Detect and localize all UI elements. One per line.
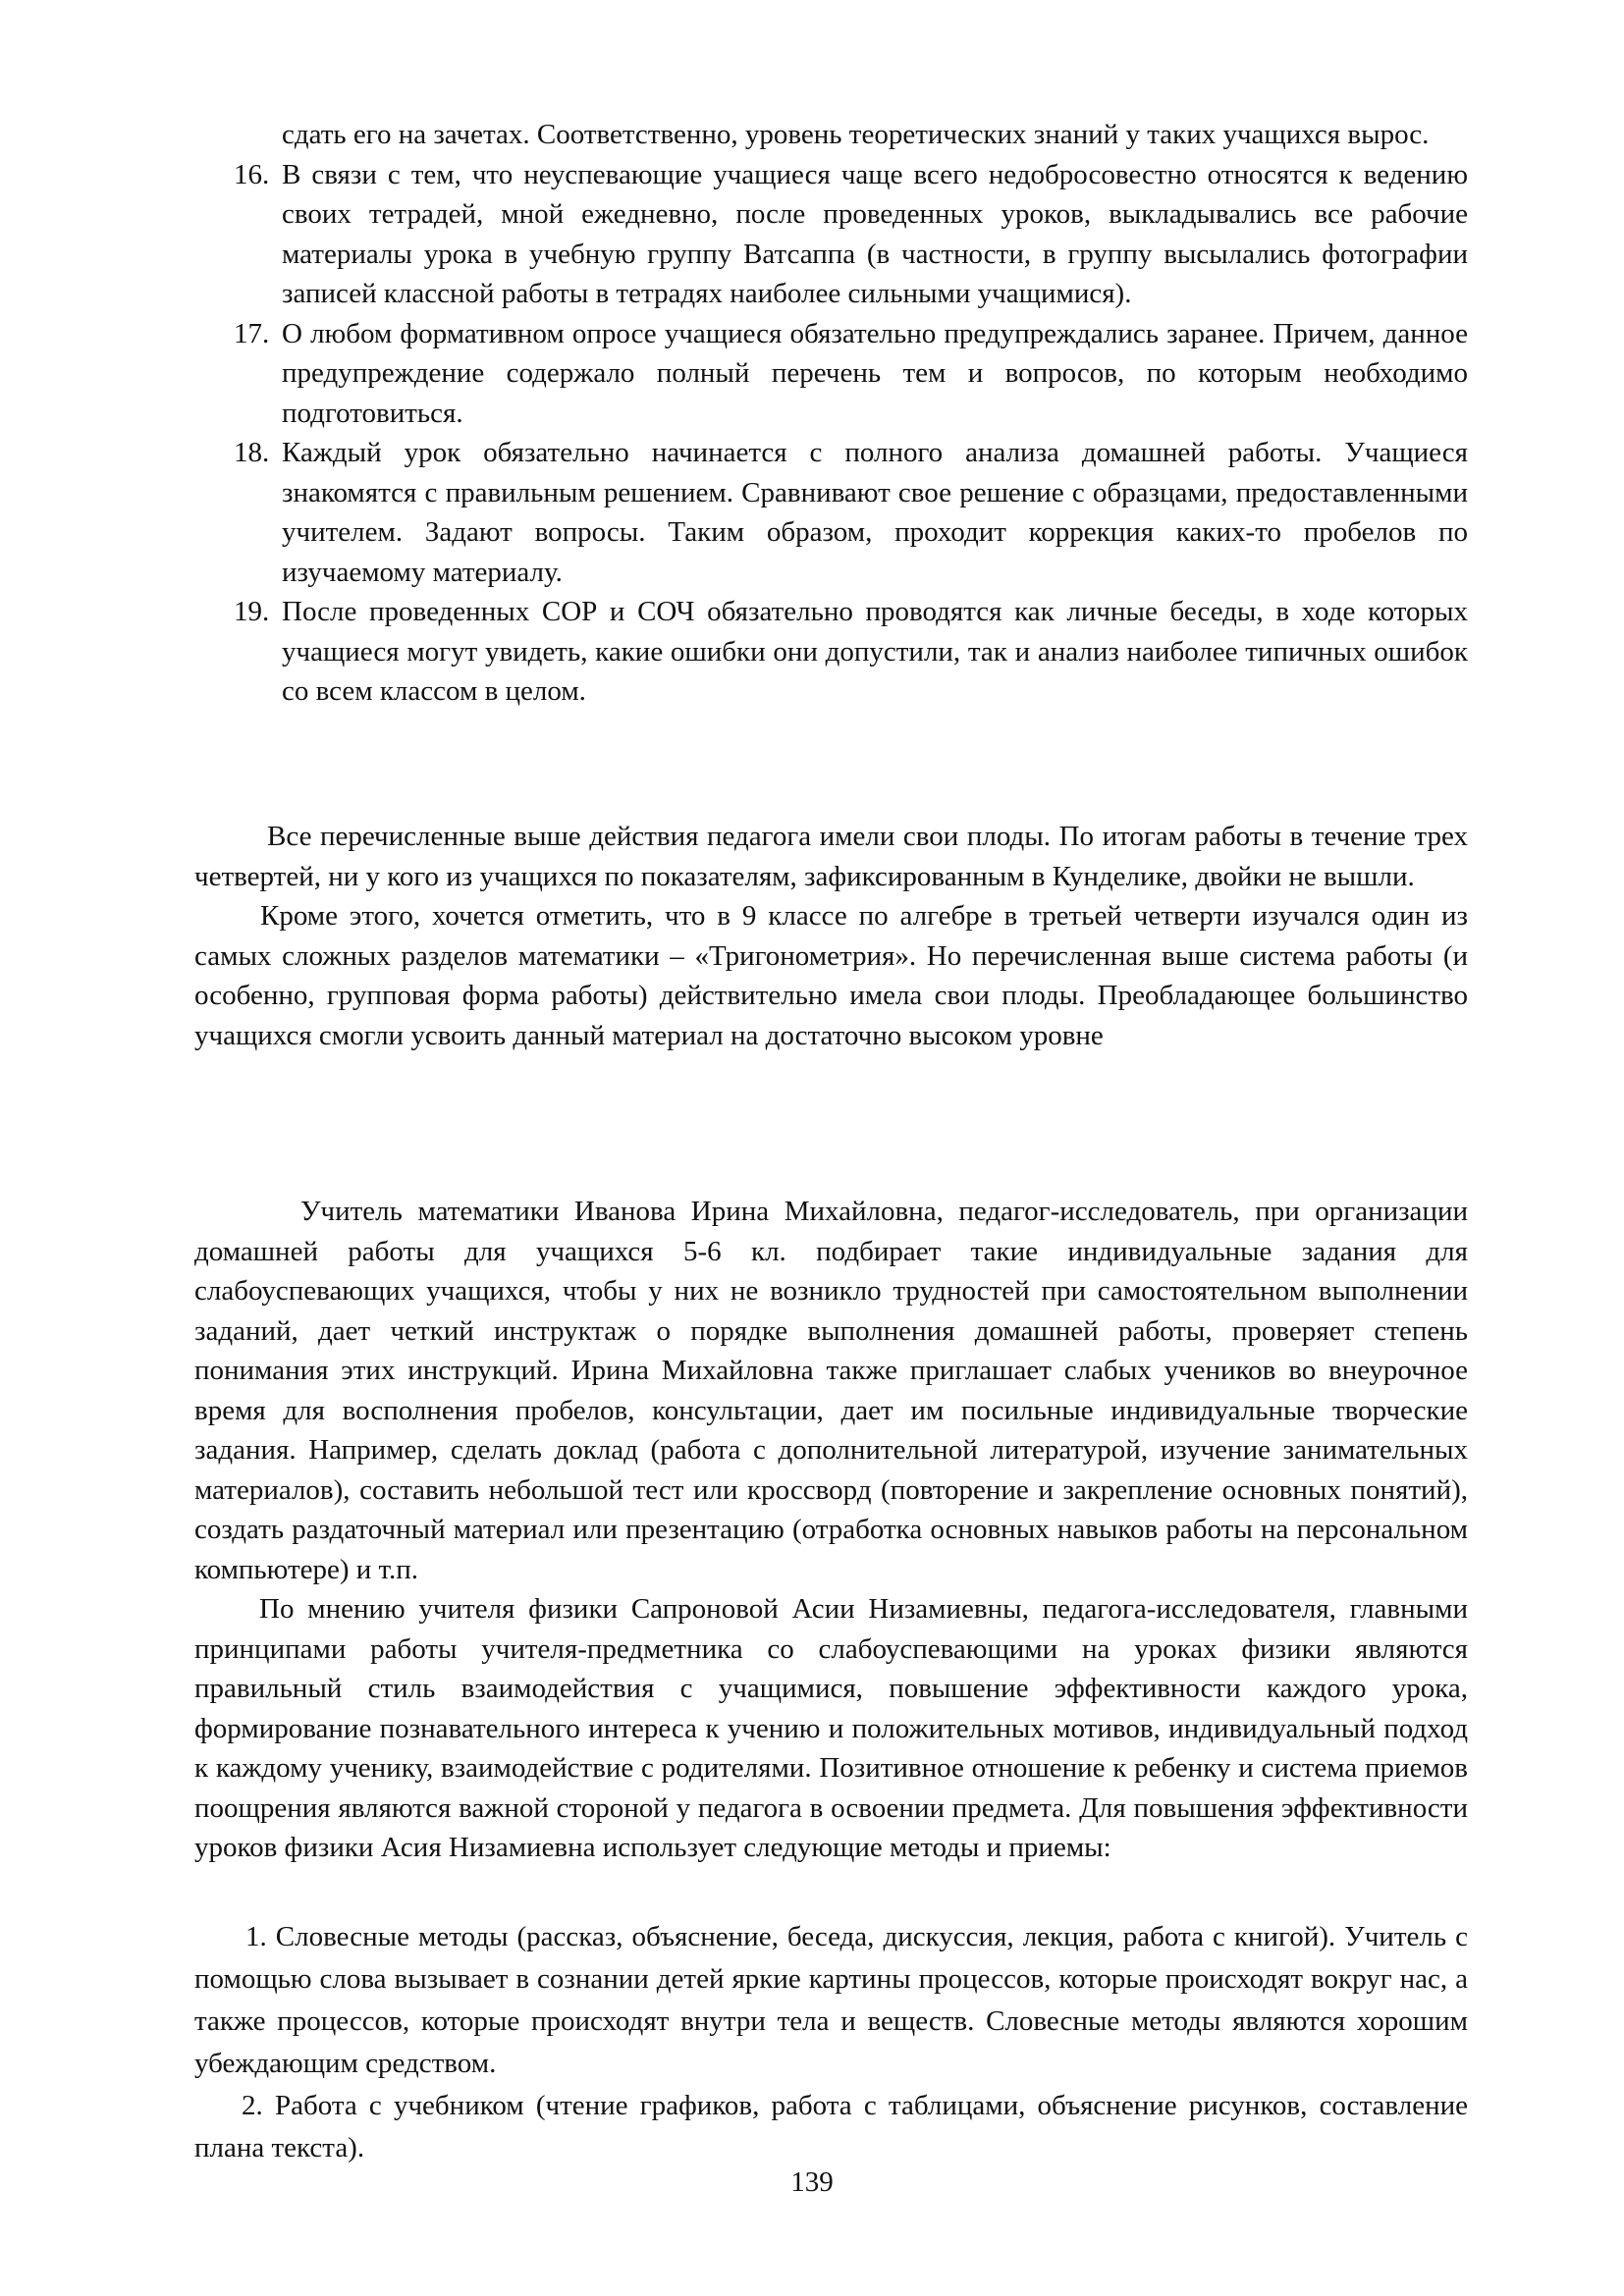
list-item-number: 19. [234, 596, 270, 627]
list-item-number: 17. [234, 317, 270, 349]
list-item-text: После проведенных СОР и СОЧ обязательно проводятся как личные беседы, в ходе которых учащиеся могут увидеть, какие ошибки они допустили, так и анализ наиболее типичных ошибок со всем классом в целом. [282, 596, 1468, 707]
teachers-section [194, 1192, 1468, 1868]
list-item-number: 18. [234, 437, 270, 468]
paragraph-trigonometry: Кроме этого, хочется отметить, что в 9 классе по алгебре в третьей четверти изучался один из самых сложных разделов математики – «Тригонометрия». Но перечисленная выше система работы (и особенно, групповая форма работы) действительно имела свои плоды. Преобладающее большинство учащихся смогли усвоить данный материал на достаточно высоком уровне [194, 900, 1468, 1051]
list-item [194, 155, 1468, 314]
list-item-continuation: сдать его на зачетах. Соответственно, уровень теоретических знаний у таких учащихся вырос. [282, 119, 1430, 150]
paragraph-ivanova: Учитель математики Иванова Ирина Михайловна, педагог-исследователь, при организации домашней работы для учащихся 5-6 кл. подбирает такие индивидуальные задания для слабоуспевающих учащихся, чтобы у них не возникло трудностей при самостоятельном выполнении заданий, дает четкий инструктаж о порядке выполнения домашней работы, проверяет степень понимания этих инструкций. Ирина Михайловна также приглашает слабых учеников во внеурочное время для восполнения пробелов, консультации, дает им посильные индивидуальные творческие задания. Например, сделать доклад (работа с дополнительной литературой, изучение занимательных материалов), составить небольшой тест или кроссворд (повторение и закрепление основных понятий), создать раздаточный материал или презентацию (отработка основных навыков работы на персональном компьютере) и т.п. [194, 1196, 1468, 1585]
paragraph-sapronova: По мнению учителя физики Сапроновой Асии Низамиевны, педагога-исследователя, главными принципами работы учителя-предметника со слабоуспевающими на уроках физики являются правильный стиль взаимодействия с учащимися, повышение эффективности каждого урока, формирование познавательного интереса к учению и положительных мотивов, индивидуальный подход к каждому ученику, взаимодействие с родителями. Позитивное отношение к ребенку и система приемов поощрения являются важной стороной у педагога в освоении предмета. Для повышения эффективности уроков физики Асия Низамиевна использует следующие методы и приемы: [194, 1593, 1468, 1863]
list-item-text: В связи с тем, что неуспевающие учащиеся чаще всего недобросовестно относятся к ведению своих тетрадей, мной ежедневно, после проведенных уроков, выкладывались все рабочие материалы урока в учебную группу Ватсаппа (в частности, в группу высылались фотографии записей классной работы в тетрадях наиболее сильными учащимися). [282, 158, 1468, 309]
methods-list [194, 1916, 1468, 2169]
results-section [194, 817, 1468, 1055]
list-item [194, 592, 1468, 712]
list-item-text: О любом формативном опросе учащиеся обязательно предупреждались заранее. Причем, данное предупреждение содержало полный перечень тем и вопросов, по которым необходимо подготовиться. [282, 317, 1468, 429]
method-item: 2. Работа с учебником (чтение графиков, работа с таблицами, объяснение рисунков, составление плана текста). [194, 2090, 1468, 2163]
list-item [194, 433, 1468, 592]
page-number: 139 [790, 2166, 834, 2198]
list-item-text: Каждый урок обязательно начинается с полного анализа домашней работы. Учащиеся знакомятся с правильным решением. Сравнивают свое решение с образцами, предоставленными учителем. Задают вопросы. Таким образом, проходит коррекция каких-то пробелов по изучаемому материалу. [282, 437, 1468, 588]
list-item [194, 314, 1468, 434]
paragraph-results: Все перечисленные выше действия педагога имели свои плоды. По итогам работы в течение трех четвертей, ни у кого из учащихся по показателям, зафиксированным в Кунделике, двойки не вышли. [194, 821, 1468, 892]
numbered-list [194, 115, 1468, 712]
list-item-number: 16. [234, 158, 270, 190]
method-item: 1. Словесные методы (рассказ, объяснение, беседа, дискуссия, лекция, работа с книгой). Учитель с помощью слова вызывает в сознании детей яркие картины процессов, которые происходят вокруг нас, а также процессов, которые происходят внутри тела и веществ. Словесные методы являются хорошим убеждающим средством. [194, 1921, 1468, 2079]
